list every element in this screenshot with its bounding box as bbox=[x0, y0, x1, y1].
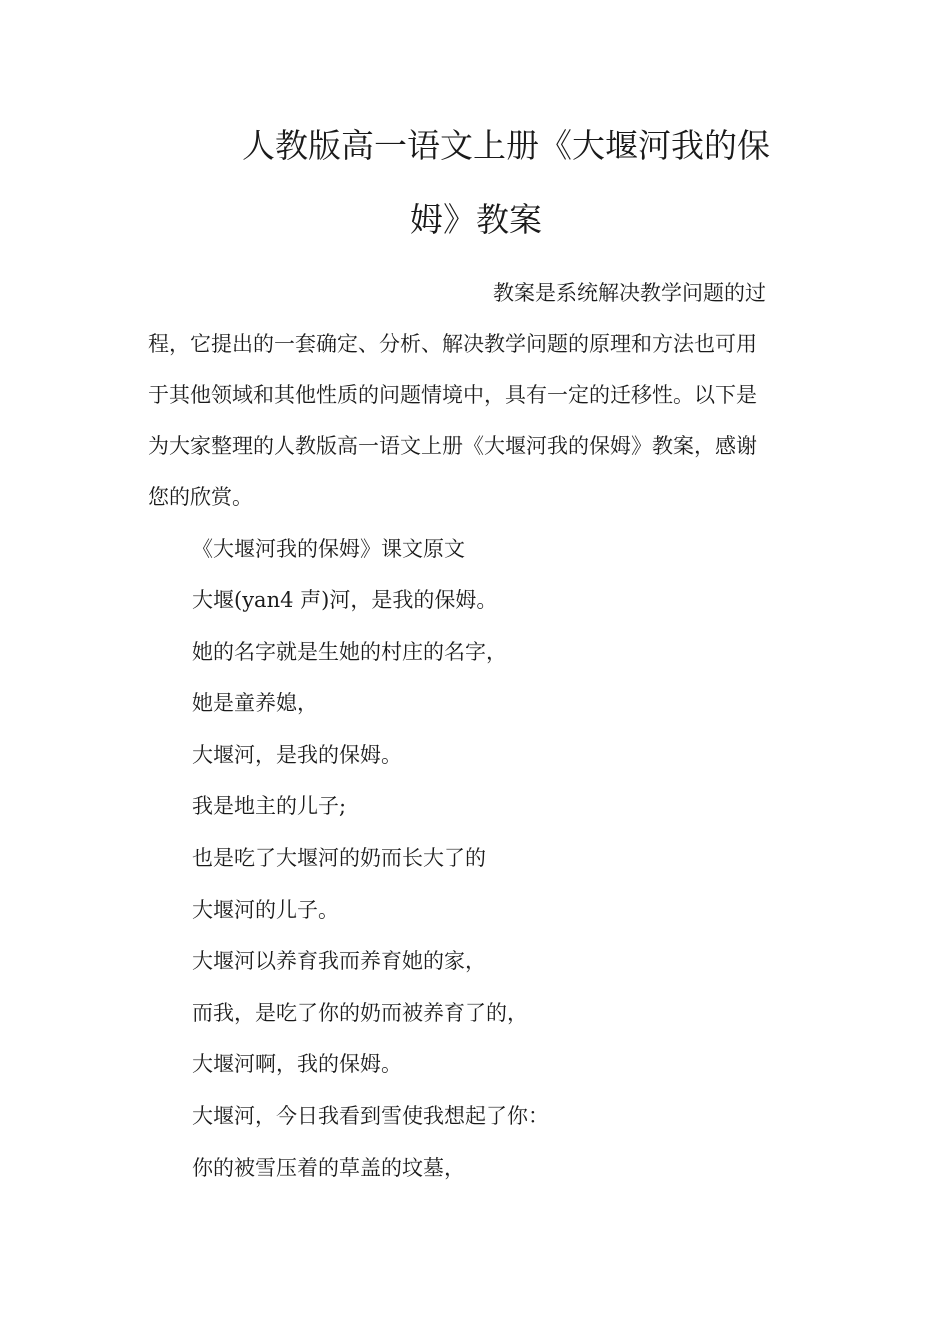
poem-line: 大堰河的儿子。 bbox=[192, 897, 339, 922]
poem-line: 也是吃了大堰河的奶而长大了的 bbox=[192, 845, 486, 870]
intro-line: 于其他领域和其他性质的问题情境中，具有一定的迁移性。以下是 bbox=[148, 383, 757, 407]
poem-line: 而我，是吃了你的奶而被养育了的， bbox=[192, 1000, 528, 1025]
intro-line: 程，它提出的一套确定、分析、解决教学问题的原理和方法也可用 bbox=[148, 332, 757, 356]
poem-line: 你的被雪压着的草盖的坟墓， bbox=[192, 1155, 465, 1180]
title-line-2: 姆》教案 bbox=[410, 200, 542, 239]
intro-line: 您的欣赏。 bbox=[148, 485, 253, 509]
title-line-1: 人教版高一语文上册《大堰河我的保 bbox=[242, 126, 770, 165]
poem-line: 大堰河，是我的保姆。 bbox=[192, 742, 402, 767]
section-heading: 《大堰河我的保姆》课文原文 bbox=[192, 537, 465, 561]
poem-line: 她的名字就是生她的村庄的名字， bbox=[192, 639, 507, 664]
poem-line: 大堰(yan4 声)河，是我的保姆。 bbox=[192, 588, 498, 612]
poem-line: 她是童养媳， bbox=[192, 691, 318, 716]
poem-line: 我是地主的儿子; bbox=[192, 794, 347, 819]
intro-line: 教案是系统解决教学问题的过 bbox=[493, 281, 766, 305]
intro-line: 为大家整理的人教版高一语文上册《大堰河我的保姆》教案，感谢 bbox=[148, 434, 757, 458]
poem-line: 大堰河，今日我看到雪使我想起了你： bbox=[192, 1103, 549, 1128]
poem-text bbox=[192, 585, 549, 1204]
poem-line: 大堰河啊，我的保姆。 bbox=[192, 1052, 402, 1077]
poem-line: 大堰河以养育我而养育她的家， bbox=[192, 949, 486, 974]
